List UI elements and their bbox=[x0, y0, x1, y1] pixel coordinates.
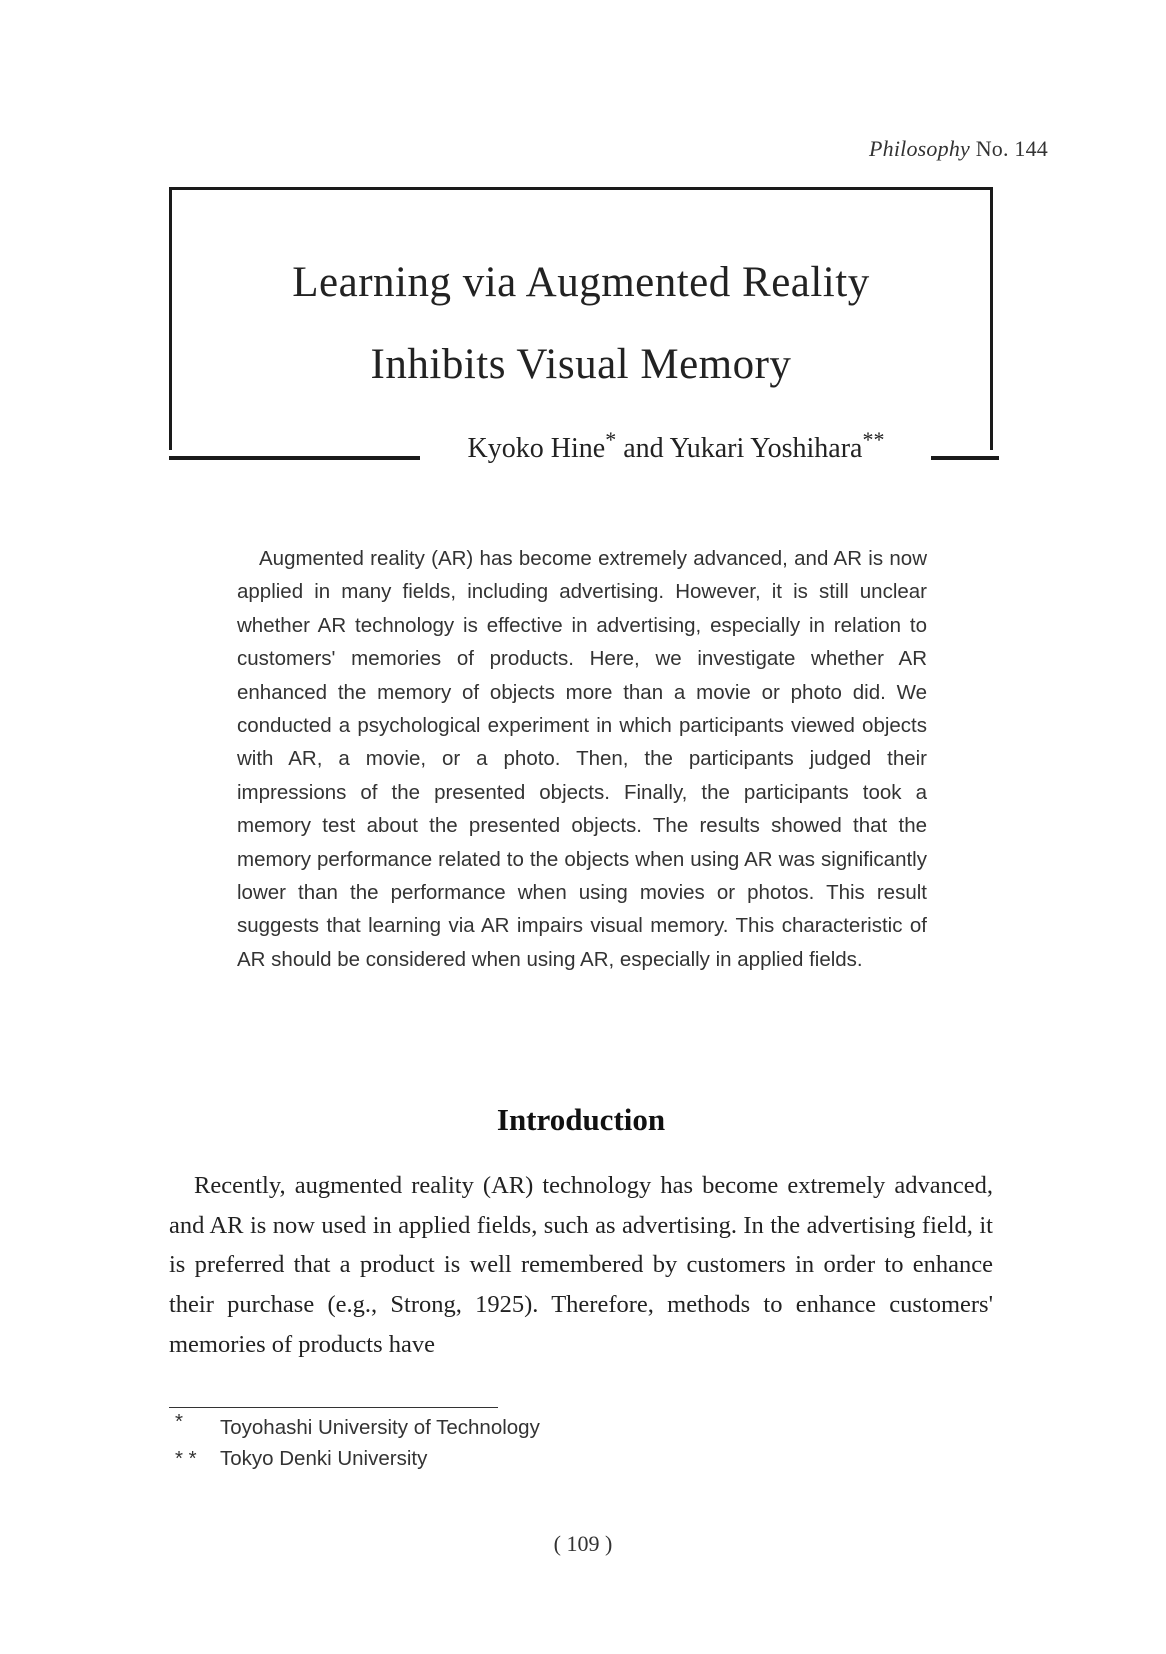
abstract: Augmented reality (AR) has become extremely advanced, and AR is now applied in many fields, including advertising. However, it is still unclear whether AR technology is effective in advertising, especially in relation to customers' memories of products. Here, we investigate whether AR enhanced the memory of objects more than a movie or photo did. We conducted a psychological experiment in which participants viewed objects with AR, a movie, or a photo. Then, the participants judged their impressions of the presented objects. Finally, the participants took a memory test about the presented objects. The results showed that the memory performance related to the objects when using AR was significantly lower than the performance when using movies or photos. This result suggests that learning via AR impairs visual memory. This characteristic of AR should be considered when using AR, especially in applied fields. bbox=[237, 547, 927, 971]
footnote-2 bbox=[175, 1447, 427, 1471]
footnote-1-marker: * bbox=[175, 1410, 183, 1433]
author-2: Yukari Yoshihara bbox=[669, 433, 863, 464]
introduction-paragraph: Recently, augmented reality (AR) technology has become extremely advanced, and AR is now used in applied fields, such as advertising. In the advertising field, it is preferred that a product is well remembered by customers in order to enhance their purchase (e.g., Strong, 1925). Therefore, methods to enhance customers' memories of products have bbox=[169, 1172, 993, 1358]
journal-header bbox=[869, 136, 1048, 162]
authors-rule-right bbox=[931, 456, 999, 460]
author-2-footnote-mark: ** bbox=[862, 427, 885, 452]
journal-name: Philosophy bbox=[869, 136, 970, 161]
footnote-1 bbox=[175, 1410, 540, 1440]
title-line-1: Learning via Augmented Reality bbox=[292, 259, 870, 306]
authors-rule-left bbox=[169, 456, 420, 460]
author-names bbox=[423, 427, 929, 465]
authors-row bbox=[169, 427, 999, 473]
author-1: Kyoko Hine bbox=[467, 433, 606, 464]
footnote-2-marker: * * bbox=[175, 1447, 197, 1470]
section-heading-introduction: Introduction bbox=[496, 1102, 666, 1137]
author-1-footnote-mark: * bbox=[605, 427, 617, 452]
footnote-1-text: Toyohashi University of Technology bbox=[220, 1416, 540, 1439]
issue-number: No. 144 bbox=[975, 136, 1048, 161]
author-conjunction: and bbox=[616, 433, 670, 464]
footnote-2-text: Tokyo Denki University bbox=[220, 1447, 428, 1470]
page-number: ( 109 ) bbox=[553, 1531, 613, 1556]
footnote-divider bbox=[169, 1407, 498, 1408]
title-line-2: Inhibits Visual Memory bbox=[370, 341, 792, 388]
title-box bbox=[169, 187, 993, 450]
